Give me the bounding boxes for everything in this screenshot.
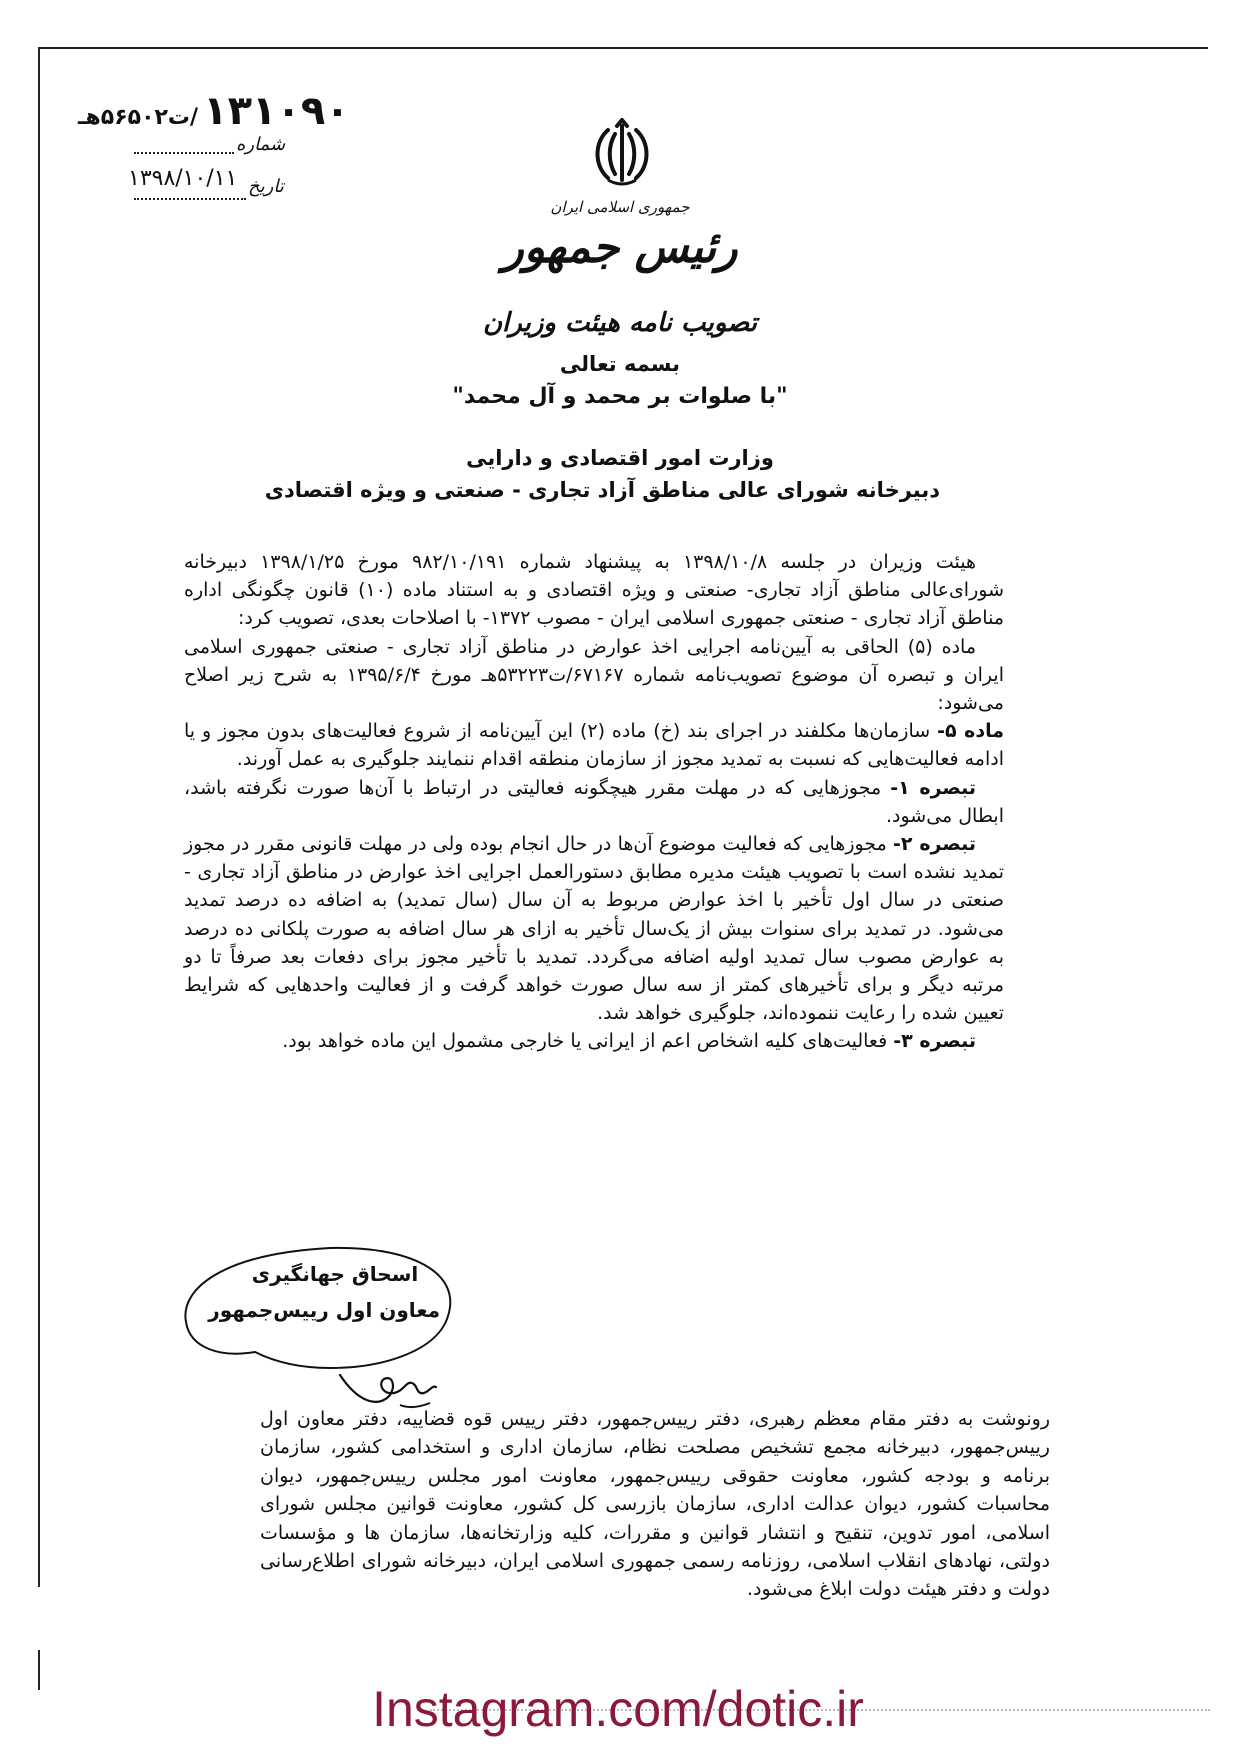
- decree-body: [184, 548, 1004, 1056]
- article-5-text: سازمان‌ها مکلفند در اجرای بند (خ) ماده (۲) این آیین‌نامه از شروع فعالیت‌های بدون مجوز و یا ادامه فعالیت‌هایی که نسبت به تمدید مجوز از سازمان منطقه اقدام ننمایند جلوگیری به عمل آورند.: [184, 720, 1004, 771]
- letter-number: [68, 88, 350, 134]
- document-type: تصویب نامه هیئت وزیران: [482, 308, 758, 338]
- number-label: شماره: [236, 134, 286, 155]
- frame-left-tick: [38, 1650, 40, 1690]
- note-3-text: فعالیت‌های کلیه اشخاص اعم از ایرانی یا خارجی مشمول این ماده خواهد بود.: [282, 1030, 894, 1053]
- date-label: تاریخ: [248, 176, 284, 197]
- article-5-label: ماده ۵-: [937, 720, 1004, 743]
- letter-date: ۱۳۹۸/۱۰/۱۱: [128, 166, 238, 191]
- letter-number-suffix: /ت۵۶۵۰۲هـ: [78, 105, 199, 130]
- country-name: جمهوری اسلامی ایران: [550, 198, 690, 216]
- date-dots: [134, 198, 246, 200]
- signatory-title: معاون اول رییس‌جمهور: [208, 1298, 440, 1322]
- recipient-secretariat: دبیرخانه شورای عالی مناطق آزاد تجاری - صنعتی و ویژه اقتصادی: [264, 478, 940, 502]
- letter-number-main: ۱۳۱۰۹۰: [203, 88, 350, 134]
- article-5: [184, 717, 1004, 773]
- decree-amendment-intro: ماده (۵) الحاقی به آیین‌نامه اجرایی اخذ عوارض در مناطق آزاد تجاری - صنعتی جمهوری اسلامی ایران و تبصره آن موضوع تصویب‌نامه شماره ۶۷۱۶۷/ت۵۳۲۲۳هـ مورخ ۱۳۹۵/۶/۴ به شرح زیر اصلاح می‌شود:: [184, 635, 1004, 715]
- frame-left-border: [38, 47, 40, 1587]
- note-1-label: تبصره ۱-: [890, 776, 976, 799]
- note-2: [184, 830, 1004, 1027]
- number-dots: [134, 152, 234, 154]
- note-1: [184, 774, 1004, 830]
- carbon-copy-list: [260, 1405, 1050, 1604]
- instagram-watermark: Instagram.com/dotic.ir: [372, 1681, 864, 1737]
- iran-emblem-icon: [586, 118, 658, 190]
- note-3: [184, 1027, 1004, 1055]
- carbon-copy-text: رونوشت به دفتر مقام معظم رهبری، دفتر رییس‌جمهور، دفتر رییس قوه قضاییه، دفتر معاون اول رییس‌جمهور، دبیرخانه مجمع تشخیص مصلحت نظام، سازمان اداری و استخدامی کشور، سازمان برنامه و بودجه کشور، معاونت حقوقی رییس‌جمهور، معاونت امور مجلس رییس‌جمهور، دیوان محاسبات کشور، دیوان عدالت اداری، سازمان بازرسی کل کشور، معاونت قوانین مجلس شورای اسلامی، امور تدوین، تنقیح و انتشار قوانین و مقررات، کلیه وزارتخانه‌ها، سازمان ها و مؤسسات دولتی، نهادهای انقلاب اسلامی، روزنامه رسمی جمهوری اسلامی ایران، دبیرخانه شورای اطلاع‌رسانی دولت و دفتر هیئت دولت ابلاغ می‌شود.: [260, 1408, 1050, 1601]
- office-title: رئیس جمهور: [502, 222, 738, 273]
- bismillah: بسمه تعالی: [559, 352, 681, 376]
- note-3-label: تبصره ۳-: [893, 1030, 976, 1053]
- frame-top-border: [38, 47, 1208, 49]
- note-2-text: مجوزهایی که فعالیت موضوع آن‌ها در حال انجام بوده ولی در مهلت قانونی مقرر در مجوز تمدید نشده است با تصویب هیئت مدیره مطابق دستورالعمل اجرایی اخذ عوارض در مناطق آزاد تجاری - صنعتی در سال اول تأخیر با اخذ عوارض مربوط به آن سال (سال تمدید) به اضافه ده درصد تمدید می‌شود. در تمدید برای سنوات بیش از یک‌سال تأخیر به ازای هر سال اضافه به صورت پلکانی ده درصد به عوارض مصوب سال تمدید اولیه اضافه می‌گردد. تمدید با تأخیر مجوز برای دفعات بعد صرفاً تا دو مرتبه دیگر و برای تأخیرهای کمتر از سه سال صورت خواهد گرفت و از فعالیت واحدهایی که شرایط تعیین شده را رعایت ننموده‌اند، جلوگیری خواهد شد.: [184, 833, 1004, 1025]
- signatory-name: اسحاق جهانگیری: [251, 1262, 419, 1286]
- salawat: "با صلوات بر محمد و آل محمد": [452, 384, 788, 409]
- note-2-label: تبصره ۲-: [893, 833, 976, 856]
- recipient-ministry: وزارت امور اقتصادی و دارایی: [466, 446, 774, 470]
- note-1-text: مجوزهایی که در مهلت مقرر هیچگونه فعالیتی در ارتباط با آن‌ها صورت نگرفته باشد، ابطال می‌شود.: [184, 776, 1004, 827]
- decree-preamble: هیئت وزیران در جلسه ۱۳۹۸/۱۰/۸ به پیشنهاد شماره ۹۸۲/۱۰/۱۹۱ مورخ ۱۳۹۸/۱/۲۵ دبیرخانه شورای‌عالی مناطق آزاد تجاری- صنعتی و ویژه اقتصادی و به استناد ماده (۱۰) قانون چگونگی اداره مناطق آزاد تجاری - صنعتی جمهوری اسلامی ایران - مصوب ۱۳۷۲- با اصلاحات بعدی، تصویب کرد:: [184, 551, 1004, 630]
